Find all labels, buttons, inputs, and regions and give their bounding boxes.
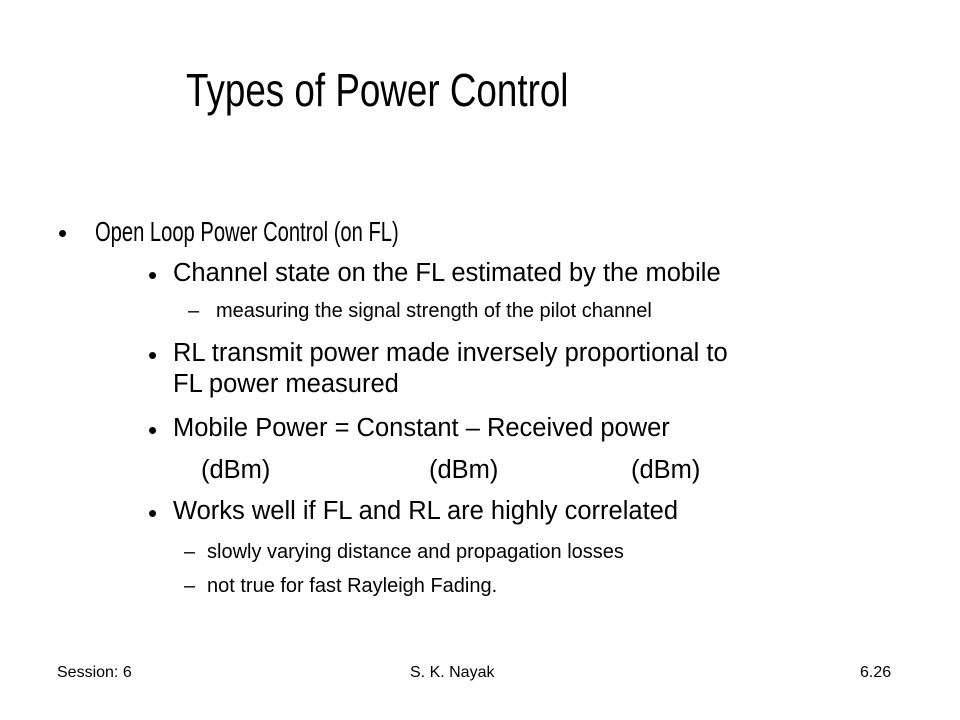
footer-session: Session: 6 (57, 664, 132, 681)
measuring-text: measuring the signal strength of the pilot channel (216, 300, 652, 322)
channel-state-text: Channel state on the FL estimated by the mobile (173, 259, 721, 287)
slowly-varying-text: slowly varying distance and propagation losses (207, 541, 624, 563)
rl-transmit-text-2: FL power measured (173, 370, 399, 398)
bullet-channel-state: • (148, 260, 158, 290)
unit-constant: (dBm) (429, 456, 499, 484)
dash-slowly: – (184, 541, 196, 563)
not-true-text: not true for fast Rayleigh Fading. (207, 575, 498, 597)
bullet-mobile-power: • (148, 415, 158, 445)
footer-author: S. K. Nayak (410, 664, 495, 681)
bullet-works-well: • (148, 498, 158, 528)
unit-mobile-power: (dBm) (201, 456, 271, 484)
dash-measuring: – (188, 300, 200, 322)
footer-page-number: 6.26 (860, 664, 892, 681)
slide-title: Types of Power Control (186, 64, 569, 116)
dash-not-true: – (184, 575, 196, 597)
unit-received-power: (dBm) (631, 456, 701, 484)
bullet-level1: • (58, 218, 68, 248)
open-loop-heading: Open Loop Power Control (on FL) (95, 216, 399, 247)
rl-transmit-text-1: RL transmit power made inversely proportional to (173, 339, 728, 367)
works-well-text: Works well if FL and RL are highly correlated (173, 497, 679, 525)
mobile-power-text: Mobile Power = Constant – Received power (173, 414, 670, 442)
bullet-rl-transmit: • (148, 340, 158, 370)
